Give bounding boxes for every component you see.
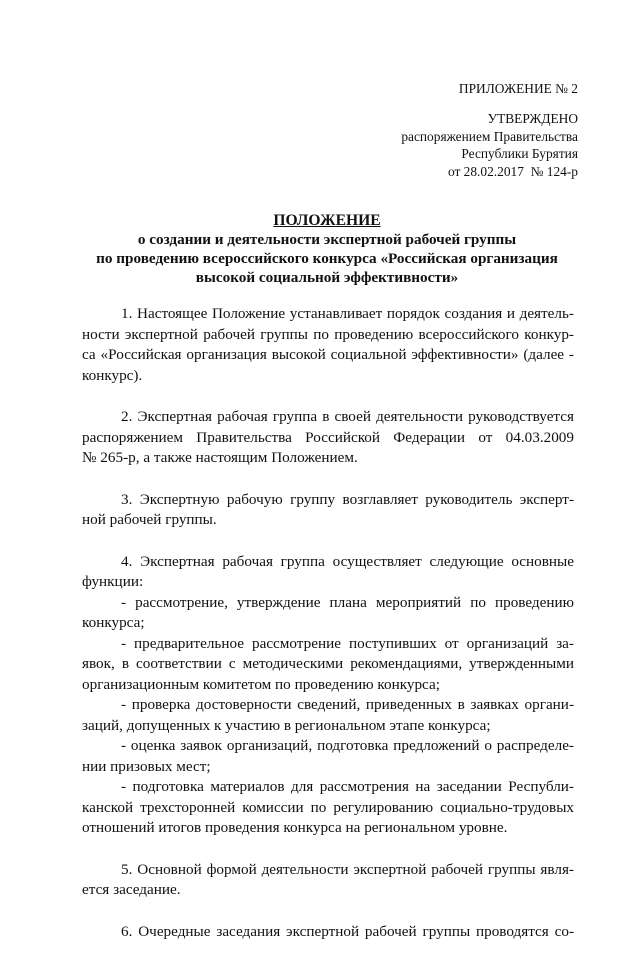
text-line: 2. Экспертная рабочая группа в своей деятельности руководствуется	[121, 408, 574, 425]
approved-by-line-1: распоряжением Правительства	[401, 128, 578, 144]
text-line: № 265-р, а также настоящим Положением.	[82, 449, 358, 466]
text-line: нии призовых мест;	[82, 757, 211, 775]
list-item: - подготовка материалов для рассмотрения на заседании Республи-	[121, 778, 574, 795]
text-line: ется заседание.	[82, 881, 181, 898]
approved-label: УТВЕРЖДЕНО	[487, 111, 578, 126]
approved-by-line-2: Республики Бурятия	[461, 146, 578, 161]
paragraph-2	[82, 407, 574, 469]
text-line: 1. Настоящее Положение устанавливает порядок создания и деятель-	[121, 305, 574, 322]
paragraph-4	[82, 552, 574, 839]
text-line: 4. Экспертная рабочая группа осуществляет следующие основные	[121, 552, 574, 570]
text-line: 3. Экспертную рабочую группу возглавляет руководитель эксперт-	[121, 490, 574, 508]
list-item: - проверка достоверности сведений, приведенных в заявках органи-	[121, 696, 574, 713]
paragraph-6	[82, 922, 574, 943]
title-line-2: о создании и деятельности экспертной рабочей группы	[137, 231, 517, 248]
text-line: отношений итогов проведения конкурса на региональном уровне.	[82, 819, 508, 836]
text-line: конкурса;	[82, 614, 145, 631]
document-body	[82, 304, 574, 963]
text-line: функции:	[82, 573, 144, 590]
title-line-1: ПОЛОЖЕНИЕ	[273, 212, 381, 229]
text-line: распоряжением Правительства Российской Федерации от 04.03.2009	[82, 428, 574, 446]
text-line: канской трехсторонней комиссии по регулированию социально-трудовых	[82, 798, 574, 816]
appendix-number: ПРИЛОЖЕНИЕ № 2	[458, 81, 578, 96]
list-item: - рассмотрение, утверждение плана мероприятий по проведению	[121, 593, 574, 611]
approval-block	[401, 110, 578, 180]
paragraph-1	[82, 304, 574, 386]
text-line: явок, в соответствии с методическими рекомендациями, утвержденными	[82, 655, 574, 672]
document-title	[80, 211, 574, 287]
text-line: заций, допущенных к участию в региональном этапе конкурса;	[82, 716, 491, 734]
title-line-3: по проведению всероссийского конкурса «Российская организация	[96, 250, 558, 267]
text-line: конкурс).	[82, 366, 143, 384]
text-line: ной рабочей группы.	[82, 511, 217, 528]
text-line: организационным комитетом по проведению конкурса;	[82, 675, 440, 693]
paragraph-5	[82, 860, 574, 901]
text-line: ности экспертной рабочей группы по проведению всероссийского конкур-	[82, 325, 574, 343]
title-line-4: высокой социальной эффективности»	[195, 269, 459, 286]
text-line: 6. Очередные заседания экспертной рабочей группы проводятся со-	[121, 922, 574, 940]
approved-date: от 28.02.2017 № 124-р	[447, 163, 578, 179]
text-line: са «Российская организация высокой социальной эффективности» (далее -	[82, 346, 574, 363]
paragraph-3	[82, 490, 574, 531]
list-item: - оценка заявок организаций, подготовка предложений о распределе-	[121, 737, 574, 754]
list-item: - предварительное рассмотрение поступивших от организаций за-	[121, 634, 574, 652]
text-line: 5. Основной формой деятельности экспертной рабочей группы явля-	[121, 860, 574, 878]
